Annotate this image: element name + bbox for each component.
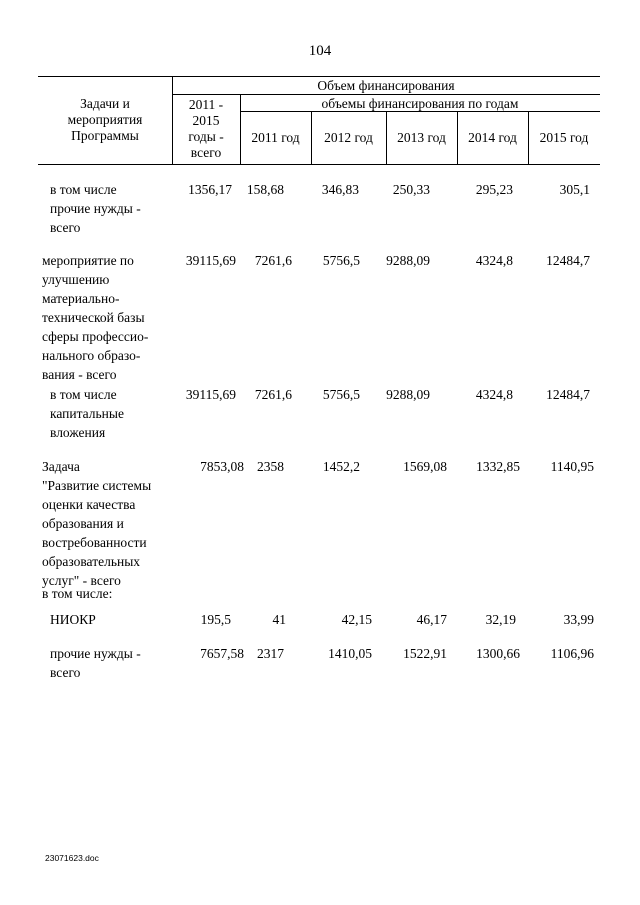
label-line: "Развитие системы (42, 478, 152, 493)
cell-2013: 250,33 (392, 182, 430, 197)
label-line: вложения (50, 425, 106, 440)
cell-2013: 9288,09 (386, 253, 430, 268)
label-line: Задача (42, 459, 80, 474)
cell-2013: 46,17 (416, 612, 447, 627)
cell-2015: 33,99 (563, 612, 594, 627)
row-label (42, 251, 148, 384)
cell-total: 7853,08 (200, 459, 244, 474)
header-year: 2013 год (397, 130, 446, 145)
cell-2014: 1300,66 (476, 646, 520, 661)
cell-2012: 5756,5 (322, 387, 360, 402)
cell-2014: 4324,8 (475, 387, 513, 402)
header-bottom-rule (38, 164, 600, 165)
cell-total: 195,5 (200, 612, 231, 627)
cell-2012: 346,83 (321, 182, 359, 197)
cell-2015: 305,1 (559, 182, 590, 197)
label-line: капитальные (50, 406, 124, 421)
header-funding-volume: Объем финансирования (317, 78, 455, 93)
label-line: нального образо- (42, 348, 141, 363)
label-line: в том числе: (42, 586, 113, 601)
row-label (42, 584, 112, 603)
label-line: вания - всего (42, 367, 117, 382)
cell-2011: 2317 (257, 646, 284, 661)
page-number: 104 (308, 43, 332, 59)
footer-filename: 23071623.doc (45, 853, 99, 863)
header-year: 2011 год (251, 130, 300, 145)
header-year: 2012 год (324, 130, 373, 145)
header-period-total: 2011 - 2015 годы - всего (188, 97, 224, 160)
row-label (50, 610, 96, 629)
cell-2011: 7261,6 (254, 253, 292, 268)
label-line: всего (50, 665, 81, 680)
cell-2013: 1569,08 (403, 459, 447, 474)
cell-total: 39115,69 (185, 253, 236, 268)
cell-2015: 12484,7 (546, 253, 590, 268)
label-line: прочие нужды - (50, 201, 141, 216)
row-label (50, 180, 141, 237)
label-line: оценки качества (42, 497, 136, 512)
row-label (50, 644, 141, 682)
cell-total: 39115,69 (185, 387, 236, 402)
cell-2012: 1452,2 (322, 459, 360, 474)
label-line: в том числе (50, 182, 117, 197)
label-line: прочие нужды - (50, 646, 141, 661)
cell-2015: 1140,95 (550, 459, 594, 474)
label-line: в том числе (50, 387, 117, 402)
header-rule-funding (172, 94, 600, 95)
cell-2012: 1410,05 (328, 646, 372, 661)
cell-2014: 295,23 (475, 182, 513, 197)
cell-2014: 32,19 (485, 612, 516, 627)
label-line: НИОКР (50, 612, 96, 627)
cell-2013: 1522,91 (403, 646, 447, 661)
label-line: технической базы (42, 310, 145, 325)
header-top-rule (38, 76, 600, 77)
header-year: 2015 год (539, 130, 589, 145)
label-line: услуг" - всего (42, 573, 121, 588)
header-year: 2014 год (468, 130, 517, 145)
cell-2011: 2358 (257, 459, 284, 474)
cell-2014: 1332,85 (476, 459, 520, 474)
cell-2015: 1106,96 (550, 646, 594, 661)
header-tasks: Задачи и мероприятия Программы (67, 96, 143, 143)
label-line: образования и (42, 516, 124, 531)
cell-2014: 4324,8 (475, 253, 513, 268)
cell-2011: 158,68 (246, 182, 284, 197)
cell-2015: 12484,7 (546, 387, 590, 402)
row-label (42, 457, 151, 590)
label-line: востребованности (42, 535, 147, 550)
cell-2013: 9288,09 (386, 387, 430, 402)
row-label (50, 385, 124, 442)
cell-total: 7657,58 (200, 646, 244, 661)
cell-2011: 41 (272, 612, 286, 627)
label-line: улучшению (42, 272, 110, 287)
cell-2011: 7261,6 (254, 387, 292, 402)
label-line: сферы профессио- (42, 329, 149, 344)
header-by-years: объемы финансирования по годам (321, 96, 519, 111)
label-line: мероприятие по (42, 253, 134, 268)
label-line: образовательных (42, 554, 141, 569)
label-line: материально- (42, 291, 120, 306)
cell-2012: 42,15 (341, 612, 372, 627)
cell-2012: 5756,5 (322, 253, 360, 268)
label-line: всего (50, 220, 81, 235)
cell-total: 1356,17 (188, 182, 232, 197)
